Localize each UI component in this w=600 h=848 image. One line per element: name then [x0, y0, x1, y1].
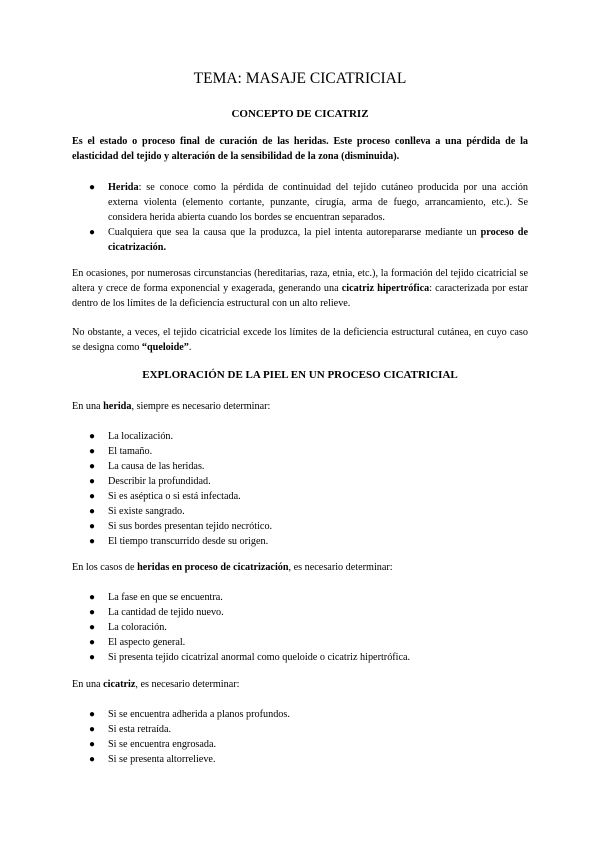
hypertrophic-paragraph — [72, 266, 528, 311]
bullet-icon: ● — [89, 536, 96, 547]
list-item-text: Si sus bordes presentan tejido necrótico. — [108, 521, 273, 532]
term-proceso-cicatrizacion: proceso de cicatrización. — [108, 227, 528, 253]
list-item — [72, 534, 528, 549]
list-item-text: Si es aséptica o si está infectada. — [108, 491, 241, 502]
bullet-icon: ● — [89, 739, 96, 750]
list-item — [72, 459, 528, 474]
paragraph-text: , siempre es necesario determinar: — [131, 401, 271, 412]
bullet-icon: ● — [89, 182, 96, 193]
bullet-icon: ● — [89, 446, 96, 457]
paragraph-text: , es necesario determinar: — [288, 562, 393, 573]
bullet-icon: ● — [89, 476, 96, 487]
term-queloide: “queloide” — [141, 342, 189, 353]
concept-bullet-list — [72, 180, 528, 255]
bullet-icon: ● — [89, 709, 96, 720]
paragraph-text: , es necesario determinar: — [135, 679, 240, 690]
cicatriz-intro — [72, 677, 528, 692]
paragraph-text: En ocasiones, por numerosas circunstancias (hereditarias, raza, etnia, etc.), la formación del tejido cicatricial se altera y crece de forma exponencial y exagerada, generando una — [72, 268, 528, 294]
list-item-text: La coloración. — [108, 622, 167, 633]
document-title: TEMA: MASAJE CICATRICIAL — [193, 70, 407, 87]
list-item-text: La cantidad de tejido nuevo. — [108, 607, 224, 618]
term-cicatriz: cicatriz — [103, 679, 136, 690]
term-herida: herida — [103, 401, 132, 412]
list-item — [72, 620, 528, 635]
autorepair-text: Cualquiera que sea la causa que la produzca, la piel intenta autorepararse mediante un — [108, 227, 481, 238]
list-item-text: Si se encuentra adherida a planos profundos. — [108, 709, 290, 720]
bullet-icon: ● — [89, 724, 96, 735]
list-item — [72, 590, 528, 605]
list-item-text: El tiempo transcurrido desde su origen. — [108, 536, 269, 547]
herida-intro — [72, 399, 528, 414]
cicatriz-checklist — [72, 707, 528, 767]
list-item — [72, 489, 528, 504]
bullet-icon: ● — [89, 521, 96, 532]
list-item — [72, 737, 528, 752]
term-herida: Herida — [108, 182, 139, 193]
list-item — [72, 605, 528, 620]
herida-checklist — [72, 429, 528, 549]
term-cicatriz-hipertrofica: cicatriz hipertrófica — [341, 283, 430, 294]
list-item-text: Si presenta tejido cicatrizal anormal como queloide o cicatriz hipertrófica. — [108, 652, 411, 663]
list-item-text: Si existe sangrado. — [108, 506, 185, 517]
paragraph-text: . — [188, 342, 192, 353]
proceso-checklist — [72, 590, 528, 665]
bullet-icon: ● — [89, 592, 96, 603]
list-item — [72, 504, 528, 519]
bullet-icon: ● — [89, 506, 96, 517]
bullet-icon: ● — [89, 227, 96, 238]
paragraph-text: : caracterizada por estar dentro de los límites de la deficiencia estructural con un alto relieve. — [72, 283, 528, 309]
list-item-text: La fase en que se encuentra. — [108, 592, 223, 603]
paragraph-text: En los casos de — [72, 562, 138, 573]
section-heading-exploracion: EXPLORACIÓN DE LA PIEL EN UN PROCESO CICATRICIAL — [142, 369, 458, 381]
paragraph-text: No obstante, a veces, el tejido cicatricial excede los límites de la deficiencia estructural cutánea, en cuyo caso se designa como — [72, 327, 528, 353]
list-item-text: Si se presenta altorrelieve. — [108, 754, 216, 765]
list-item — [72, 474, 528, 489]
proceso-intro — [72, 560, 528, 575]
intro-paragraph: Es el estado o proceso final de curación de las heridas. Este proceso conlleva a una pérdida de la elasticidad del tejido y alteración de la sensibilidad de la zona (disminuida). — [72, 136, 528, 162]
list-item-text: Si se encuentra engrosada. — [108, 739, 217, 750]
list-item — [72, 752, 528, 767]
list-item — [72, 180, 528, 225]
list-item — [72, 519, 528, 534]
bullet-icon: ● — [89, 431, 96, 442]
list-item-text: La causa de las heridas. — [108, 461, 205, 472]
list-item — [72, 707, 528, 722]
list-item — [72, 650, 528, 665]
list-item — [72, 635, 528, 650]
list-item — [72, 429, 528, 444]
list-item — [72, 722, 528, 737]
bullet-icon: ● — [89, 607, 96, 618]
list-item — [72, 444, 528, 459]
list-item — [72, 225, 528, 255]
paragraph-text: En una — [72, 401, 104, 412]
keloid-paragraph — [72, 325, 528, 355]
bullet-icon: ● — [89, 754, 96, 765]
bullet-icon: ● — [89, 622, 96, 633]
paragraph-text: En una — [72, 679, 104, 690]
bullet-icon: ● — [89, 491, 96, 502]
section-heading-concepto: CONCEPTO DE CICATRIZ — [231, 108, 369, 120]
bullet-icon: ● — [89, 652, 96, 663]
list-item-text: Describir la profundidad. — [108, 476, 211, 487]
bullet-icon: ● — [89, 461, 96, 472]
list-item-text: El tamaño. — [108, 446, 153, 457]
term-heridas-en-proceso: heridas en proceso de cicatrización — [137, 562, 289, 573]
list-item-text: La localización. — [108, 431, 174, 442]
list-item-text: El aspecto general. — [108, 637, 186, 648]
list-item-text: Si esta retraída. — [108, 724, 172, 735]
herida-definition: : se conoce como la pérdida de continuidad del tejido cutáneo producida por una acción externa violenta (elemento cortante, punzante, cirugía, arma de fuego, arrancamiento, etc.). Se considera herida abierta cuando los bordes se encuentran separados. — [108, 182, 528, 223]
bullet-icon: ● — [89, 637, 96, 648]
